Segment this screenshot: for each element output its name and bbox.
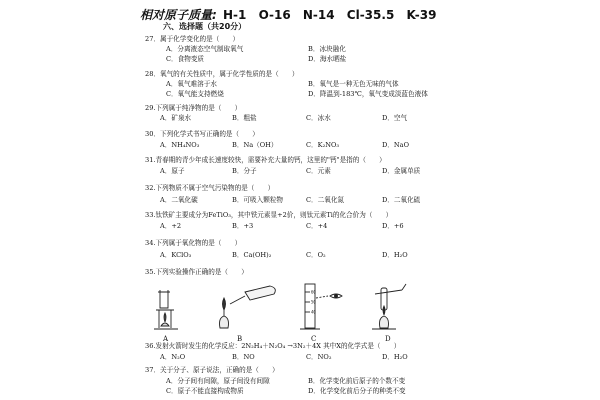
question-33-option-c: C．+4	[306, 222, 328, 230]
question-32-option-d: D．二氧化硫	[382, 196, 421, 204]
question-31-option-b: B．分子	[232, 167, 257, 175]
question-36-option-a: A．N₂O	[160, 353, 186, 361]
question-37-option-b: B．化学变化前后原子的个数不变	[308, 377, 406, 385]
atomic-mass-label: 相对原子质量:	[140, 8, 217, 22]
question-35-option-b: B	[237, 335, 243, 343]
lab-figures	[150, 282, 450, 334]
question-33-option-a: A．+2	[160, 222, 182, 230]
question-37-option-a: A．分子间有间隙，原子间没有间隙	[166, 377, 270, 385]
question-27-option-c: C．食物变质	[166, 55, 205, 63]
question-36-option-b: B．NO	[232, 353, 255, 361]
question-32-option-c: C．二氧化氮	[306, 196, 345, 204]
question-30-option-a: A．NH₄NO₃	[160, 141, 200, 149]
figure-c-reading-cylinder	[300, 284, 342, 329]
question-34-option-b: B．Ca(OH)₂	[232, 251, 272, 259]
question-35-option-c: C	[311, 335, 317, 343]
question-33-option-b: B．+3	[232, 222, 254, 230]
question-30-option-c: C．K₂NO₃	[306, 141, 340, 149]
question-30-stem: 30．下列化学式书写正确的是（ ）	[145, 130, 259, 138]
question-27-stem: 27．属于化学变化的是（ ）	[145, 35, 240, 43]
figure-c-scale-40: 40	[311, 309, 316, 315]
question-34-option-c: C．O₂	[306, 251, 326, 259]
question-36-stem: 36.发射火箭时发生的化学反应：2N₂H₄＋N₂O₄ →3N₂＋4X 其中X的化学式是（ ）	[145, 342, 401, 350]
question-35-stem: 35.下列实验操作正确的是（ ）	[145, 268, 248, 276]
question-30-option-b: B．Na（OH）	[232, 141, 278, 149]
question-30-option-d: D．NaO	[382, 141, 409, 149]
question-33-stem: 33.钛铁矿主要成分为FeTiO₃，其中铁元素显+2价，则钛元素Ti的化合价为（ ）	[145, 211, 393, 219]
atomic-mass-o: O-16	[258, 8, 291, 22]
question-34-stem: 34.下列属于氧化物的是（ ）	[145, 239, 242, 247]
question-32-stem: 32.下列物质不属于空气污染物的是（ ）	[145, 184, 275, 192]
atomic-mass-k: K-39	[406, 8, 437, 22]
question-35-option-d: D	[385, 335, 391, 343]
question-37-stem: 37．关于分子、原子说法，正确的是（ ）	[145, 366, 279, 374]
question-37-option-d: D．化学变化前后分子的种类不变	[308, 387, 406, 395]
figure-b-lighting-lamp	[220, 286, 276, 328]
question-28-option-d: D．降温到-183℃，氧气变成淡蓝色液体	[308, 90, 428, 98]
atomic-mass-n: N-14	[302, 8, 335, 22]
question-28-option-b: B．氧气是一种无色无味的气体	[308, 80, 399, 88]
question-32-option-b: B．可吸入颗粒物	[232, 196, 284, 204]
figure-a-heating-beaker	[154, 290, 178, 329]
question-31-stem: 31.青春期的青少年成长速度较快，需要补充大量的钙，这里的"钙"是指的（ ）	[145, 156, 386, 164]
question-27-option-a: A．分离液态空气制取氧气	[166, 45, 244, 53]
question-34-option-d: D．H₂O	[382, 251, 408, 259]
question-31-option-d: D．金属单质	[382, 167, 421, 175]
figure-d-heating-tube	[372, 284, 406, 329]
atomic-mass-cl: Cl-35.5	[346, 8, 395, 22]
section-title: 六、选择题（共20分）	[163, 22, 247, 31]
question-29-option-d: D．空气	[382, 114, 408, 122]
question-29-option-a: A．矿泉水	[160, 114, 192, 122]
question-28-option-c: C．氧气能支持燃烧	[166, 90, 224, 98]
question-28-option-a: A．氧气难溶于水	[166, 80, 217, 88]
question-29-stem: 29.下列属于纯净物的是（ ）	[145, 104, 242, 112]
atomic-mass-h: H-1	[223, 8, 247, 22]
figure-c-scale-60: 60	[311, 289, 316, 295]
question-27-option-d: D．海水晒盐	[308, 55, 347, 63]
question-36-option-c: C．NO₂	[306, 353, 332, 361]
question-31-option-c: C．元素	[306, 167, 331, 175]
figure-c-scale-50: 50	[311, 299, 316, 305]
question-36-option-d: D．H₂O	[382, 353, 408, 361]
question-32-option-a: A．二氧化碳	[160, 196, 198, 204]
question-28-stem: 28．氧气的有关性质中，属于化学性质的是（ ）	[145, 70, 299, 78]
question-29-option-b: B．粗盐	[232, 114, 257, 122]
question-35-option-a: A	[163, 335, 169, 343]
question-33-option-d: D．+6	[382, 222, 404, 230]
question-29-option-c: C．冰水	[306, 114, 331, 122]
question-27-option-b: B．冰块融化	[308, 45, 346, 53]
question-37-option-c: C．原子不能直接构成物质	[166, 387, 244, 395]
question-34-option-a: A．KClO₃	[160, 251, 192, 259]
question-31-option-a: A．原子	[160, 167, 185, 175]
